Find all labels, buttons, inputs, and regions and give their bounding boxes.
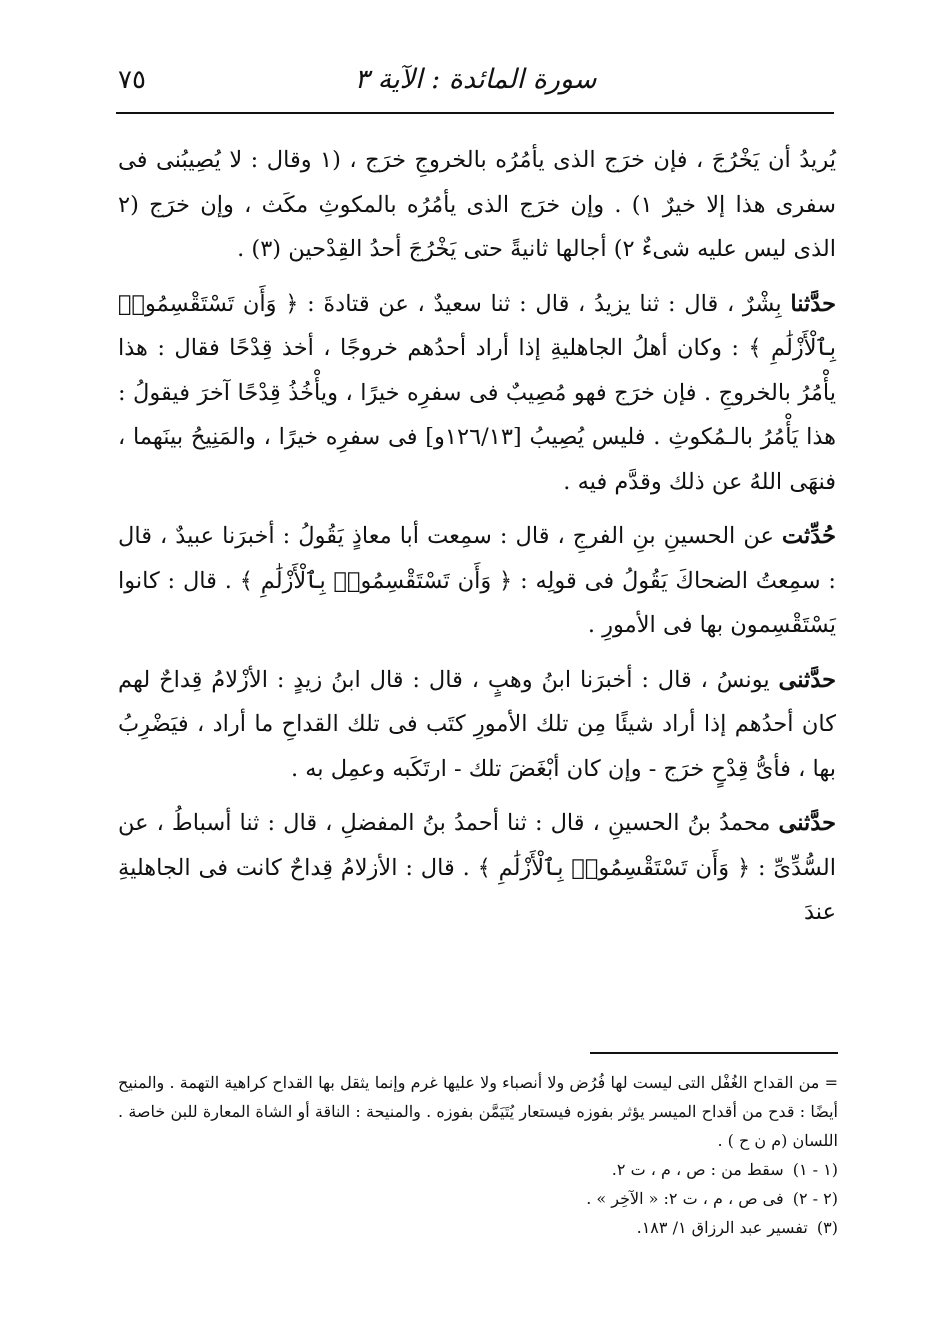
paragraph-2 <box>118 282 836 505</box>
paragraph-text: عن الحسينِ بنِ الفرجِ ، قال : سمِعت أبا معاذٍ يَقُولُ : أخبرَنا عبيدٌ ، قال : سمِعتُ الضحاكَ يَقُولُ فى قولِه : ﴿ وَأَن تَسْتَقْسِمُوا۟ بِٱلْأَزْلَٰمِ ﴾ . قال : كانوا يَسْتَقْسِمون بها فى الأمورِ . <box>118 523 836 638</box>
paragraph-text: يونسُ ، قال : أخبرَنا ابنُ وهبٍ ، قال : قال ابنُ زيدٍ : الأزْلامُ قِداحٌ لهم كان أحدُهم إذا أراد شيئًا مِن تلك الأمورِ كتَب فى تلك القداحِ ما أراد ، فيَضْرِبُ بها ، فأىُّ قِدْحٍ خرَج - وإن كان أبْغَضَ تلك - ارتَكَبه وعمِل به . <box>118 666 836 782</box>
running-title: سورة المائدة : الآية ٣ <box>354 64 597 95</box>
paragraph-1 <box>118 138 836 272</box>
paragraph-text: يُريدُ أن يَخْرُجَ ، فإن خرَج الذى يأمُرُه بالخروجِ خرَج ، (١ وقال : لا يُصِيبُنى فى سفرى هذا إلا خيرٌ ١) . وإن خرَج الذى يأمُرُه بالمكوثِ مكَث ، وإن خرَج (٢ الذى ليس عليه شىءٌ ٢) أجالها ثانيةً حتى يَخْرُجَ أحدُ القِدْحين (٣) . <box>118 147 836 262</box>
footnote-1 <box>118 1155 838 1184</box>
main-text <box>118 138 836 935</box>
footnote-2 <box>118 1184 838 1213</box>
header-divider <box>116 112 834 114</box>
narration-lead: حدَّثنى <box>778 810 837 836</box>
narration-lead: حُدِّثت <box>781 523 836 549</box>
footnote-marker: (١ - ١) <box>792 1160 838 1179</box>
paragraph-text: محمدُ بنُ الحسينِ ، قال : ثنا أحمدُ بنُ المفضلِ ، قال : ثنا أسباطُ ، عن السُّدِّىِّ : ﴿ وَأَن تَسْتَقْسِمُوا۟ بِٱلْأَزْلَٰمِ ﴾ . قال : الأزلامُ قِداحٌ كانت فى الجاهليةِ عندَ <box>118 810 836 925</box>
narration-lead: حدَّثنا <box>790 290 837 317</box>
paragraph-4 <box>118 658 836 792</box>
paragraph-text: بِشْرٌ ، قال : ثنا يزيدُ ، قال : ثنا سعيدٌ ، عن قتادةَ : ﴿ وَأَن تَسْتَقْسِمُوا۟ بِٱلْأَزْلَٰمِ ﴾ : وكان أهلُ الجاهليةِ إذا أراد أحدُهم خروجًا ، أخذ قِدْحًا فقال : هذا يأْمُرُ بالخروجِ . فإن خرَج فهو مُصِيبٌ فى سفرِه خيرًا ، ويأْخُذُ قِدْحًا آخرَ فيقولُ : هذا يَأْمُرُ بالـمُكوثِ . فليس يُصِيبُ [١٢٦/١٣و] فى سفرِه خيرًا ، والمَنِيحُ بينَهما ، فنهَى اللهُ عن ذلك وقدَّم فيه . <box>118 290 837 495</box>
footnote-marker: (٢ - ٢) <box>792 1189 838 1208</box>
narration-lead: حدَّثنى <box>778 666 836 693</box>
footnote-marker: (٣) <box>816 1218 838 1237</box>
footnotes <box>118 1068 838 1242</box>
footnote-continuation: = من القداح الغُفْل التى ليست لها فُرُض ولا أنصباء ولا عليها غرم وإنما يثقل بها القداح كراهية التهمة . والمنيح أيضًا : قدح من أقداح الميسر يؤثر بفوزه فيستعار يُتَيَمَّن بفوزه . والمنيحة : الناقة أو الشاة المعارة للبن خاصة . اللسان (م ن ح ) . <box>118 1073 838 1150</box>
footnote-text: تفسير عبد الرزاق ١/ ١٨٣. <box>636 1218 808 1237</box>
footnote-text: فى ص ، م ، ت ٢: « الآخِر » . <box>586 1189 784 1208</box>
page-number: ٧٥ <box>118 65 146 95</box>
paragraph-5 <box>118 801 836 935</box>
footnote-divider <box>590 1052 838 1054</box>
footnote-3 <box>118 1213 838 1242</box>
page-header <box>118 62 833 106</box>
footnote-text: سقط من : ص ، م ، ت ٢. <box>611 1160 784 1179</box>
paragraph-3 <box>118 514 836 648</box>
